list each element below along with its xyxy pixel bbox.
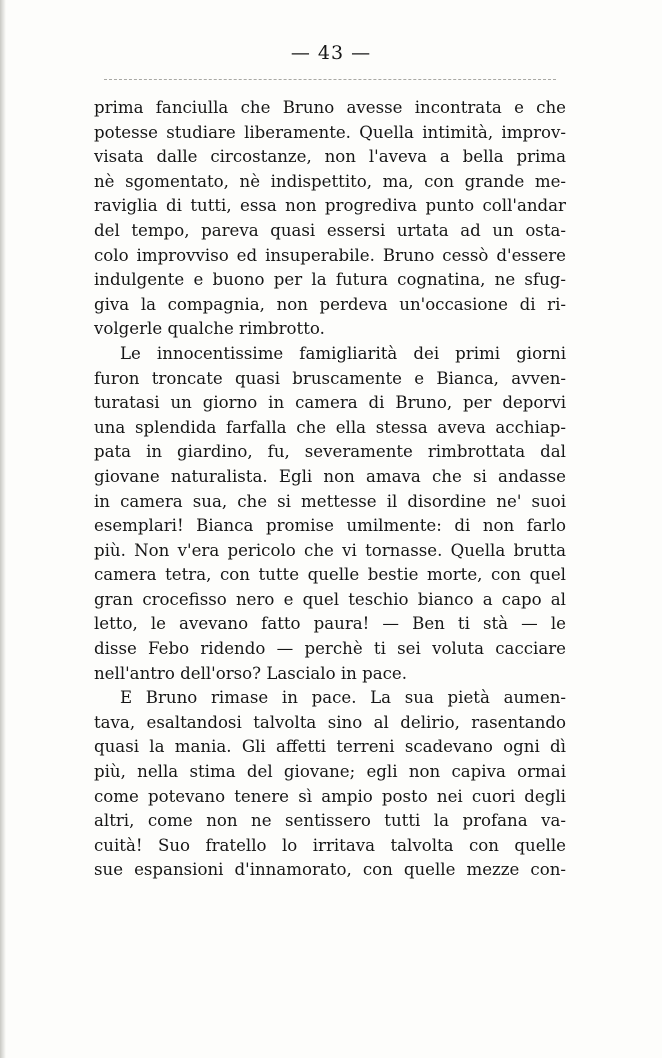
text-line: potesse studiare liberamente. Quella intimità, improv- [94, 122, 566, 142]
text-line: furon troncate quasi bruscamente e Bianca, avven- [94, 368, 566, 388]
text-line: pata in giardino, fu, severamente rimbrottata dal [94, 442, 566, 462]
text-line: esemplari! Bianca promise umilmente: di non farlo [94, 516, 566, 536]
text-line: cuità! Suo fratello lo irritava talvolta con quelle [94, 835, 566, 855]
body-text [94, 96, 566, 883]
text-line: del tempo, pareva quasi essersi urtata ad un osta- [94, 220, 566, 240]
text-line: più. Non v'era pericolo che vi tornasse. Quella brutta [94, 540, 566, 560]
text-line: turatasi un giorno in camera di Bruno, per deporvi [94, 393, 566, 413]
text-line: gran crocefisso nero e quel teschio bianco a capo al [94, 589, 566, 609]
text-line: nell'antro dell'orso? Lascialo in pace. [94, 663, 408, 683]
text-line: come potevano tenere sì ampio posto nei cuori degli [94, 786, 566, 806]
text-line: camera tetra, con tutte quelle bestie morte, con quel [94, 565, 566, 585]
text-line: una splendida farfalla che ella stessa aveva acchiap- [94, 417, 566, 437]
text-line: giva la compagnia, non perdeva un'occasione di ri- [94, 294, 566, 314]
text-line: quasi la mania. Gli affetti terreni scadevano ogni dì [94, 737, 566, 757]
text-line: in camera sua, che si mettesse il disordine ne' suoi [94, 491, 566, 511]
text-line: letto, le avevano fatto paura! — Ben ti stà — le [94, 614, 566, 634]
text-line: colo improvviso ed insuperabile. Bruno cessò d'essere [94, 245, 566, 265]
text-line: giovane naturalista. Egli non amava che si andasse [94, 466, 566, 486]
text-line: sue espansioni d'innamorato, con quelle mezze con- [94, 860, 566, 880]
text-line: raviglia di tutti, essa non progrediva punto coll'andar [94, 196, 566, 216]
text-line: prima fanciulla che Bruno avesse incontrata e che [94, 98, 566, 117]
text-line: volgerle qualche rimbrotto. [94, 319, 325, 339]
text-line: tava, esaltandosi talvolta sino al delirio, rasentando [94, 712, 566, 732]
page-number: — 43 — [290, 42, 372, 64]
text-line: visata dalle circostanze, non l'aveva a bella prima [94, 147, 566, 167]
text-line: disse Febo ridendo — perchè ti sei voluta cacciare [94, 639, 566, 659]
text-line: indulgente e buono per la futura cognatina, ne sfug- [94, 270, 566, 290]
text-line: più, nella stima del giovane; egli non capiva ormai [94, 762, 566, 782]
text-line: E Bruno rimase in pace. La sua pietà aumen- [120, 688, 566, 708]
binding-edge [0, 0, 6, 1058]
text-line: altri, come non ne sentissero tutti la profana va- [94, 811, 566, 831]
text-line: Le innocentissime famigliarità dei primi giorni [120, 343, 566, 363]
header-rule [104, 79, 556, 80]
text-line: nè sgomentato, nè indispettito, ma, con grande me- [94, 171, 566, 191]
